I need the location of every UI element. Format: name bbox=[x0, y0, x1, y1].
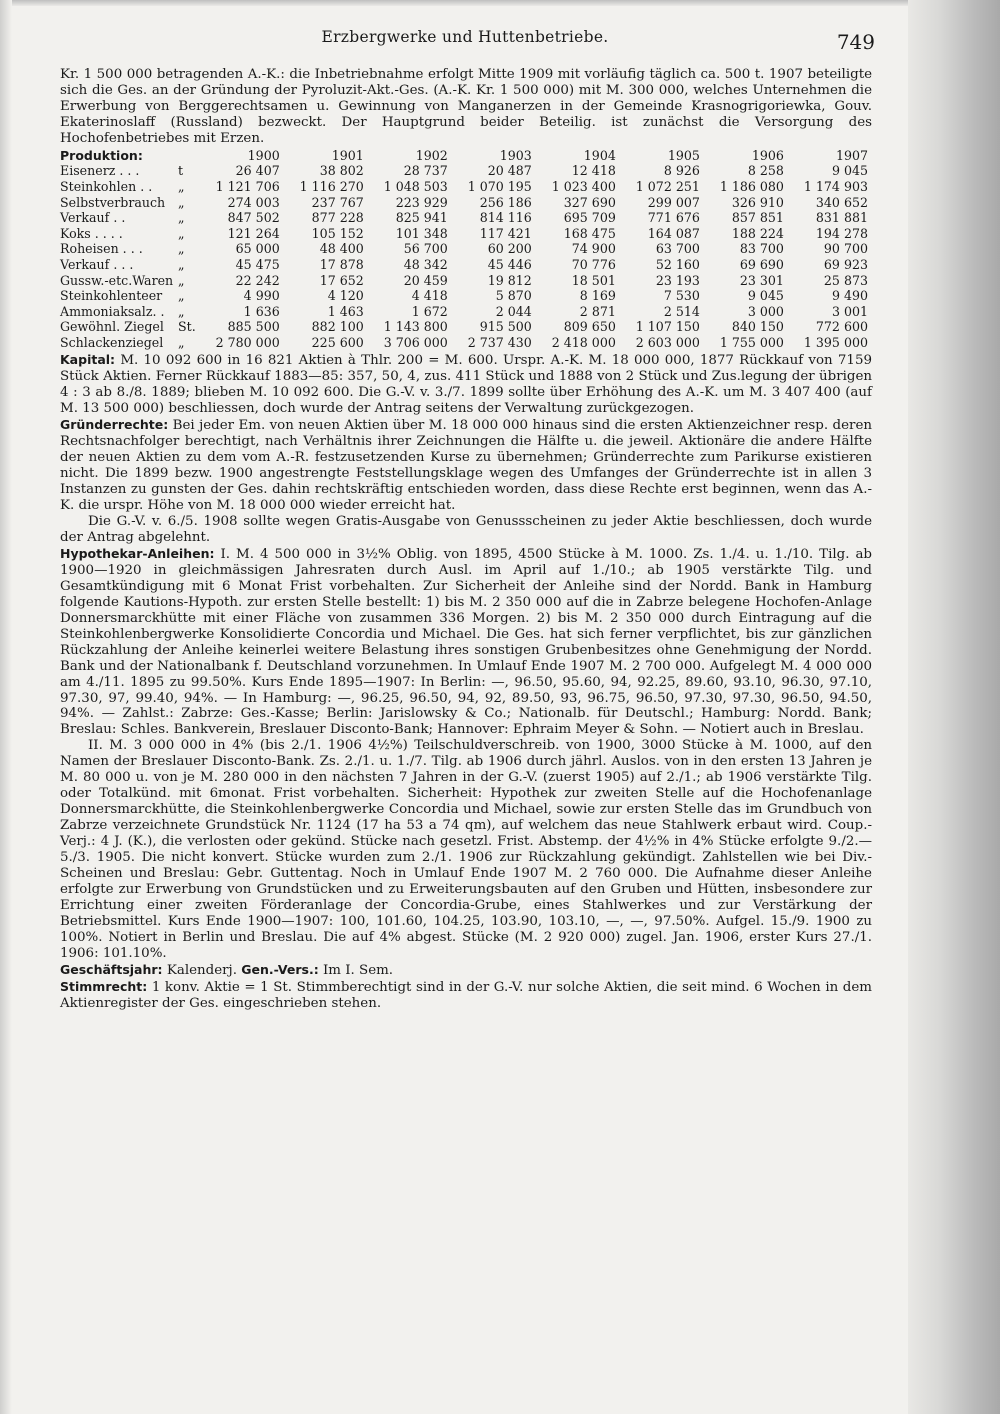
production-value-cell: 3 000 bbox=[747, 303, 784, 319]
production-value-cell: 168 475 bbox=[563, 225, 616, 241]
production-value-cell: 17 652 bbox=[319, 272, 364, 288]
production-row bbox=[60, 210, 868, 226]
production-value-cell: 1 755 000 bbox=[719, 334, 784, 350]
production-value-cell: 19 812 bbox=[487, 272, 532, 288]
production-row bbox=[60, 179, 868, 195]
gruenderrechte-paragraph bbox=[60, 417, 872, 514]
production-value-cell: 8 258 bbox=[747, 163, 784, 179]
production-value-cell: 105 152 bbox=[311, 225, 364, 241]
production-value-cell: 1 070 195 bbox=[467, 178, 532, 194]
production-row-label: Verkauf . . . bbox=[60, 256, 134, 272]
production-value-cell: 17 878 bbox=[319, 256, 364, 272]
production-value-cell: 45 446 bbox=[487, 256, 532, 272]
production-row-unit: t bbox=[178, 163, 184, 179]
page-number: 749 bbox=[836, 30, 875, 54]
production-value-cell: 2 044 bbox=[495, 303, 532, 319]
production-value-cell: 8 926 bbox=[663, 163, 700, 179]
year-header: 1906 bbox=[751, 147, 784, 163]
production-value-cell: 18 501 bbox=[571, 272, 616, 288]
production-row-unit: „ bbox=[178, 241, 185, 257]
production-value-cell: 9 045 bbox=[831, 163, 868, 179]
production-value-cell: 2 737 430 bbox=[467, 334, 532, 350]
production-value-cell: 188 224 bbox=[731, 225, 784, 241]
production-value-cell: 52 160 bbox=[655, 256, 700, 272]
production-value-cell: 48 400 bbox=[319, 241, 364, 257]
production-value-cell: 814 116 bbox=[479, 210, 532, 226]
production-value-cell: 23 193 bbox=[655, 272, 700, 288]
production-value-cell: 3 706 000 bbox=[383, 334, 448, 350]
production-value-cell: 121 264 bbox=[227, 225, 280, 241]
anleihen-heading: Hypothekar-Anleihen: bbox=[60, 545, 215, 561]
production-row bbox=[60, 163, 868, 179]
stimmrecht-text: 1 konv. Aktie = 1 St. Stimmberechtigt sind in der G.-V. nur solche Aktien, die seit mind. 6 Wochen in dem Aktienregister der Ges. eingeschrieben stehen. bbox=[60, 979, 872, 1011]
production-section bbox=[60, 148, 872, 351]
production-row bbox=[60, 304, 868, 320]
production-row-unit: „ bbox=[178, 334, 185, 350]
production-value-cell: 8 169 bbox=[579, 288, 616, 304]
production-value-cell: 2 603 000 bbox=[635, 334, 700, 350]
production-value-cell: 20 487 bbox=[487, 163, 532, 179]
kapital-text: M. 10 092 600 in 16 821 Aktien à Thlr. 200 = M. 600. Urspr. A.-K. M. 18 000 000, 1877 Rückkauf von 7159 Stück Aktien. Ferner Rückkauf 1883—85: 357, 50, 4, zus. 411 Stück und 1888 von 2 Stück und Zus.legung der übrigen 4 : 3 ab 8./8. 1889; blieben M. 10 092 600. Die G.-V. v. 3./7. 1899 sollte über Erhöhung des A.-K. um M. 3 407 400 (auf M. 13 500 000) beschliessen, doch wurde der Antrag seitens der Verwaltung zurückgezogen. bbox=[60, 353, 872, 417]
production-value-cell: 256 186 bbox=[479, 194, 532, 210]
production-value-cell: 299 007 bbox=[647, 194, 700, 210]
year-header: 1903 bbox=[499, 147, 532, 163]
kapital-paragraph bbox=[60, 352, 872, 417]
production-table bbox=[60, 148, 868, 351]
production-row-unit: St. bbox=[178, 319, 196, 335]
kapital-heading: Kapital: bbox=[60, 352, 116, 368]
production-row bbox=[60, 335, 868, 351]
production-row-label: Steinkohlenteer bbox=[60, 288, 163, 304]
anleihen-paragraph-2: II. M. 3 000 000 in 4% (bis 2./1. 1906 4½%) Teilschuldverschreib. von 1900, 3000 Stücke à M. 1000, auf den Namen der Breslauer Disconto-Bank. Zs. 2./1. u. 1./7. Tilg. ab 1906 durch jährl. Auslos. von in den ersten 13 Jahren je M. 80 000 u. von je M. 280 000 in den nächsten 7 Jahren in der G.-V. (zuerst 1905) auf 2./1.; ab 1906 verstärkte Tilg. oder Totalkünd. mit 6monat. Frist vorbehalten. Sicherheit: Hypothek zur zweiten Stelle auf die Hochofenanlage Donnersmarckhütte, die Steinkohlenbergwerke Concordia und Michael, sowie zur ersten Stelle das im Grundbuch von Zabrze verzeichnete Grundstück Nr. 1124 (17 ha 53 a 74 qm), auf welchem das neue Stahlwerk erbaut wird. Coup.-Verj.: 4 J. (K.), die verlosten oder gekünd. Stücke nach gesetzl. Frist. Abstemp. der 4½% in 4% Stücke erfolgte 9./2.—5./3. 1905. Die nicht konvert. Stücke wurden zum 2./1. 1906 zur Rückzahlung gekündigt. Zahlstellen wie bei Div.-Scheinen und Breslau: Gebr. Guttentag. Noch in Umlauf Ende 1907 M. 2 760 000. Die Aufnahme dieser Anleihe erfolgte zur Erwerbung von Grundstücken und zu Erweiterungsbauten auf den Gruben und Hütten, insbesondere zur Errichtung einer zweiten Förderanlage der Concordia-Grube, eines Stahlwerkes und zur Verstärkung der Betriebsmittel. Kurs Ende 1900—1907: 100, 101.60, 104.25, 103.90, 103.10, —, —, 97.50%. Aufgel. 15./9. 1900 zu 100%. Notiert in Berlin und Breslau. Die auf 4% abgest. Stücke (M. 2 920 000) zugel. Jan. 1906, erster Kurs 27./1. 1906: 101.10%. bbox=[60, 738, 872, 961]
production-value-cell: 882 100 bbox=[311, 319, 364, 335]
production-value-cell: 885 500 bbox=[227, 319, 280, 335]
anleihen-text-1: I. M. 4 500 000 in 3½% Oblig. von 1895, 4500 Stücke à M. 1000. Zs. 1./4. u. 1./10. Tilg. ab 1900—1920 in gleichmässigen Jahresraten durch Ausl. im April auf 1./10.; ab 1905 verstärkte Tilg. und Gesamtkündigung mit 6 Monat Frist vorbehalten. Zur Sicherheit der Anleihe sind der Nordd. Bank in Hamburg folgende Kautions-Hypoth. zur ersten Stelle bestellt: 1) bis M. 2 350 000 auf die in Zabrze belegene Hochofen-Anlage Donnersmarckhütte mit einer Fläche von zusammen 336 Morgen. 2) bis M. 2 350 000 durch Eintragung auf die Steinkohlenbergwerke Konsolidierte Concordia und Michael. Die Ges. hat sich ferner verpflichtet, bis zur gänzlichen Rückzahlung der Anleihe keinerlei weitere Belastung ihres sonstigen Grubenbesitzes ohne Genehmigung der Nordd. Bank und der Nationalbank f. Deutschland vorzunehmen. In Umlauf Ende 1907 M. 2 700 000. Aufgelegt M. 4 000 000 am 4./11. 1895 zu 99.50%. Kurs Ende 1895—1907: In Berlin: —, 96.50, 95.60, 94, 92.25, 89.60, 93.10, 96.30, 97.10, 97.30, 97, 99.40, 94%. — In Hamburg: —, 96.25, 96.50, 94, 92, 89.50, 93, 96.75, 96.50, 97.30, 97.30, 96.50, 94.50, 94%. — Zahlst.: Zabrze: Ges.-Kasse; Berlin: Jarislowsky & Co.; Nationalb. für Deutschl.; Hamburg: Nordd. Bank; Breslau: Schles. Bankverein, Breslauer Disconto-Bank; Hannover: Ephraim Meyer & Sohn. — Notiert auch in Breslau. bbox=[60, 546, 873, 738]
production-value-cell: 2 871 bbox=[579, 303, 616, 319]
production-value-cell: 69 690 bbox=[739, 256, 784, 272]
production-row-unit: „ bbox=[178, 303, 185, 319]
production-value-cell: 326 910 bbox=[731, 194, 784, 210]
production-header-row bbox=[60, 148, 868, 164]
production-value-cell: 101 348 bbox=[395, 225, 448, 241]
production-row bbox=[60, 273, 868, 289]
production-row-label: Roheisen . . . bbox=[60, 241, 143, 257]
production-value-cell: 2 418 000 bbox=[551, 334, 616, 350]
production-value-cell: 12 418 bbox=[571, 163, 616, 179]
production-value-cell: 340 652 bbox=[815, 194, 868, 210]
production-row-unit: „ bbox=[178, 256, 185, 272]
year-header: 1905 bbox=[667, 147, 700, 163]
year-header: 1902 bbox=[415, 147, 448, 163]
production-value-cell: 825 941 bbox=[395, 210, 448, 226]
production-value-cell: 63 700 bbox=[655, 241, 700, 257]
year-header: 1907 bbox=[835, 147, 868, 163]
production-value-cell: 877 228 bbox=[311, 210, 364, 226]
production-value-cell: 771 676 bbox=[647, 210, 700, 226]
geschaeftsjahr-paragraph bbox=[60, 962, 872, 979]
production-row bbox=[60, 319, 868, 335]
production-value-cell: 117 421 bbox=[479, 225, 532, 241]
production-row-label: Koks . . . . bbox=[60, 225, 123, 241]
production-row-unit: „ bbox=[178, 288, 185, 304]
production-value-cell: 194 278 bbox=[815, 225, 868, 241]
stimmrecht-heading: Stimmrecht: bbox=[60, 978, 148, 994]
production-row-label: Schlackenziegel bbox=[60, 334, 164, 350]
production-rows bbox=[60, 163, 868, 350]
production-row-label: Steinkohlen . . bbox=[60, 178, 153, 194]
production-value-cell: 38 802 bbox=[319, 163, 364, 179]
production-value-cell: 1 107 150 bbox=[635, 319, 700, 335]
gen-vers-text: Im I. Sem. bbox=[322, 962, 394, 978]
production-value-cell: 23 301 bbox=[739, 272, 784, 288]
year-header: 1901 bbox=[331, 147, 364, 163]
production-value-cell: 1 023 400 bbox=[551, 178, 616, 194]
production-value-cell: 237 767 bbox=[311, 194, 364, 210]
production-value-cell: 83 700 bbox=[739, 241, 784, 257]
gruenderrechte-paragraph-2: Die G.-V. v. 6./5. 1908 sollte wegen Gratis-Ausgabe von Genussscheinen zu jeder Aktie beschliessen, doch wurde der Antrag abgelehnt. bbox=[60, 514, 872, 545]
production-heading: Produktion: bbox=[60, 147, 143, 163]
gruenderrechte-heading: Gründerrechte: bbox=[60, 417, 169, 433]
production-row bbox=[60, 241, 868, 257]
production-value-cell: 7 530 bbox=[663, 288, 700, 304]
production-value-cell: 809 650 bbox=[563, 319, 616, 335]
page-body bbox=[60, 67, 872, 1012]
production-value-cell: 9 490 bbox=[831, 288, 868, 304]
production-value-cell: 1 174 903 bbox=[803, 178, 868, 194]
production-row-label: Eisenerz . . . bbox=[60, 163, 140, 179]
production-value-cell: 2 780 000 bbox=[215, 334, 280, 350]
year-header: 1900 bbox=[247, 147, 280, 163]
production-value-cell: 4 418 bbox=[411, 288, 448, 304]
production-value-cell: 45 475 bbox=[235, 256, 280, 272]
production-value-cell: 1 186 080 bbox=[719, 178, 784, 194]
production-value-cell: 2 514 bbox=[663, 303, 700, 319]
production-value-cell: 164 087 bbox=[647, 225, 700, 241]
production-value-cell: 1 672 bbox=[411, 303, 448, 319]
production-value-cell: 90 700 bbox=[823, 241, 868, 257]
production-row-unit: „ bbox=[178, 194, 185, 210]
production-value-cell: 9 045 bbox=[747, 288, 784, 304]
production-row bbox=[60, 226, 868, 242]
production-value-cell: 22 242 bbox=[235, 272, 280, 288]
production-row-unit: „ bbox=[178, 272, 185, 288]
production-value-cell: 223 929 bbox=[395, 194, 448, 210]
production-value-cell: 74 900 bbox=[571, 241, 616, 257]
production-value-cell: 915 500 bbox=[479, 319, 532, 335]
production-value-cell: 70 776 bbox=[571, 256, 616, 272]
production-value-cell: 695 709 bbox=[563, 210, 616, 226]
production-row-label: Selbstverbrauch bbox=[60, 194, 166, 210]
production-row bbox=[60, 195, 868, 211]
production-value-cell: 20 459 bbox=[403, 272, 448, 288]
anleihen-paragraph bbox=[60, 546, 872, 738]
production-value-cell: 48 342 bbox=[403, 256, 448, 272]
production-row-unit: „ bbox=[178, 225, 185, 241]
production-value-cell: 1 121 706 bbox=[215, 178, 280, 194]
page-header bbox=[55, 20, 875, 60]
production-value-cell: 65 000 bbox=[235, 241, 280, 257]
geschaeftsjahr-heading: Geschäftsjahr: bbox=[60, 961, 163, 977]
production-value-cell: 25 873 bbox=[823, 272, 868, 288]
production-value-cell: 69 923 bbox=[823, 256, 868, 272]
production-value-cell: 772 600 bbox=[815, 319, 868, 335]
production-value-cell: 857 851 bbox=[731, 210, 784, 226]
page-top-shadow bbox=[0, 0, 1000, 6]
page-left-shadow bbox=[0, 0, 12, 1414]
production-value-cell: 831 881 bbox=[815, 210, 868, 226]
production-value-cell: 1 636 bbox=[243, 303, 280, 319]
production-row-unit: „ bbox=[178, 210, 185, 226]
gruenderrechte-text: Bei jeder Em. von neuen Aktien über M. 18 000 000 hinaus sind die ersten Aktienzeichner resp. deren Rechtsnachfolger berechtigt, nach Verhältnis ihrer Zeichnungen die Hälfte u. die jeweil. Aktionäre die andere Hälfte der neuen Aktien zu dem vom A.-R. festzusetzenden Kurse zu übernehmen; Gründerrechte zum Parikurse existieren nicht. Die 1899 bezw. 1900 angestrengte Feststellungsklage wegen des Umfanges der Gründerrechte ist in allen 3 Instanzen zu gunsten der Ges. dahin rechtskräftig entschieden worden, dass diese Rechte erst beginnen, wenn das A.-K. die urspr. Höhe von M. 18 000 000 wieder erreicht hat. bbox=[60, 418, 872, 514]
production-value-cell: 1 116 270 bbox=[299, 178, 364, 194]
production-value-cell: 28 737 bbox=[403, 163, 448, 179]
gen-vers-heading: Gen.-Vers.: bbox=[241, 961, 319, 977]
production-value-cell: 327 690 bbox=[563, 194, 616, 210]
production-value-cell: 1 143 800 bbox=[383, 319, 448, 335]
intro-paragraph: Kr. 1 500 000 betragenden A.-K.: die Inbetriebnahme erfolgt Mitte 1909 mit vorläufig täglich ca. 500 t. 1907 beteiligte sich die Ges. an der Gründung der Pyroluzit-Akt.-Ges. (A.-K. Kr. 1 500 000) mit M. 300 000, welches Unternehmen die Erwerbung von Berggerechtsamen u. Gewinnung von Manganerzen in der Gemeinde Krasnogrigoriewka, Gouv. Ekaterinoslaff (Russland) bezweckt. Der Hauptgrund beider Beteilig. ist zunächst die Versorgung des Hochofenbetriebes mit Erzen. bbox=[60, 67, 872, 146]
year-header: 1904 bbox=[583, 147, 616, 163]
production-row bbox=[60, 288, 868, 304]
production-value-cell: 26 407 bbox=[235, 163, 280, 179]
production-value-cell: 1 072 251 bbox=[635, 178, 700, 194]
production-value-cell: 60 200 bbox=[487, 241, 532, 257]
production-value-cell: 3 001 bbox=[831, 303, 868, 319]
production-row-unit: „ bbox=[178, 178, 185, 194]
production-value-cell: 4 990 bbox=[243, 288, 280, 304]
geschaeftsjahr-text: Kalenderj. bbox=[166, 962, 237, 978]
production-value-cell: 4 120 bbox=[327, 288, 364, 304]
page-right-shadow bbox=[908, 0, 1000, 1414]
production-row-label: Gussw.-etc.Waren bbox=[60, 272, 174, 288]
production-row bbox=[60, 257, 868, 273]
production-value-cell: 1 463 bbox=[327, 303, 364, 319]
production-value-cell: 1 395 000 bbox=[803, 334, 868, 350]
production-row-label: Gewöhnl. Ziegel bbox=[60, 319, 164, 335]
running-title: Erzbergwerke und Huttenbetriebe. bbox=[321, 28, 609, 46]
production-value-cell: 840 150 bbox=[731, 319, 784, 335]
production-value-cell: 5 870 bbox=[495, 288, 532, 304]
stimmrecht-paragraph bbox=[60, 979, 872, 1012]
production-value-cell: 1 048 503 bbox=[383, 178, 448, 194]
production-value-cell: 56 700 bbox=[403, 241, 448, 257]
production-value-cell: 225 600 bbox=[311, 334, 364, 350]
production-row-label: Ammoniaksalz. . bbox=[60, 303, 165, 319]
production-value-cell: 274 003 bbox=[227, 194, 280, 210]
production-value-cell: 847 502 bbox=[227, 210, 280, 226]
production-row-label: Verkauf . . bbox=[60, 210, 126, 226]
